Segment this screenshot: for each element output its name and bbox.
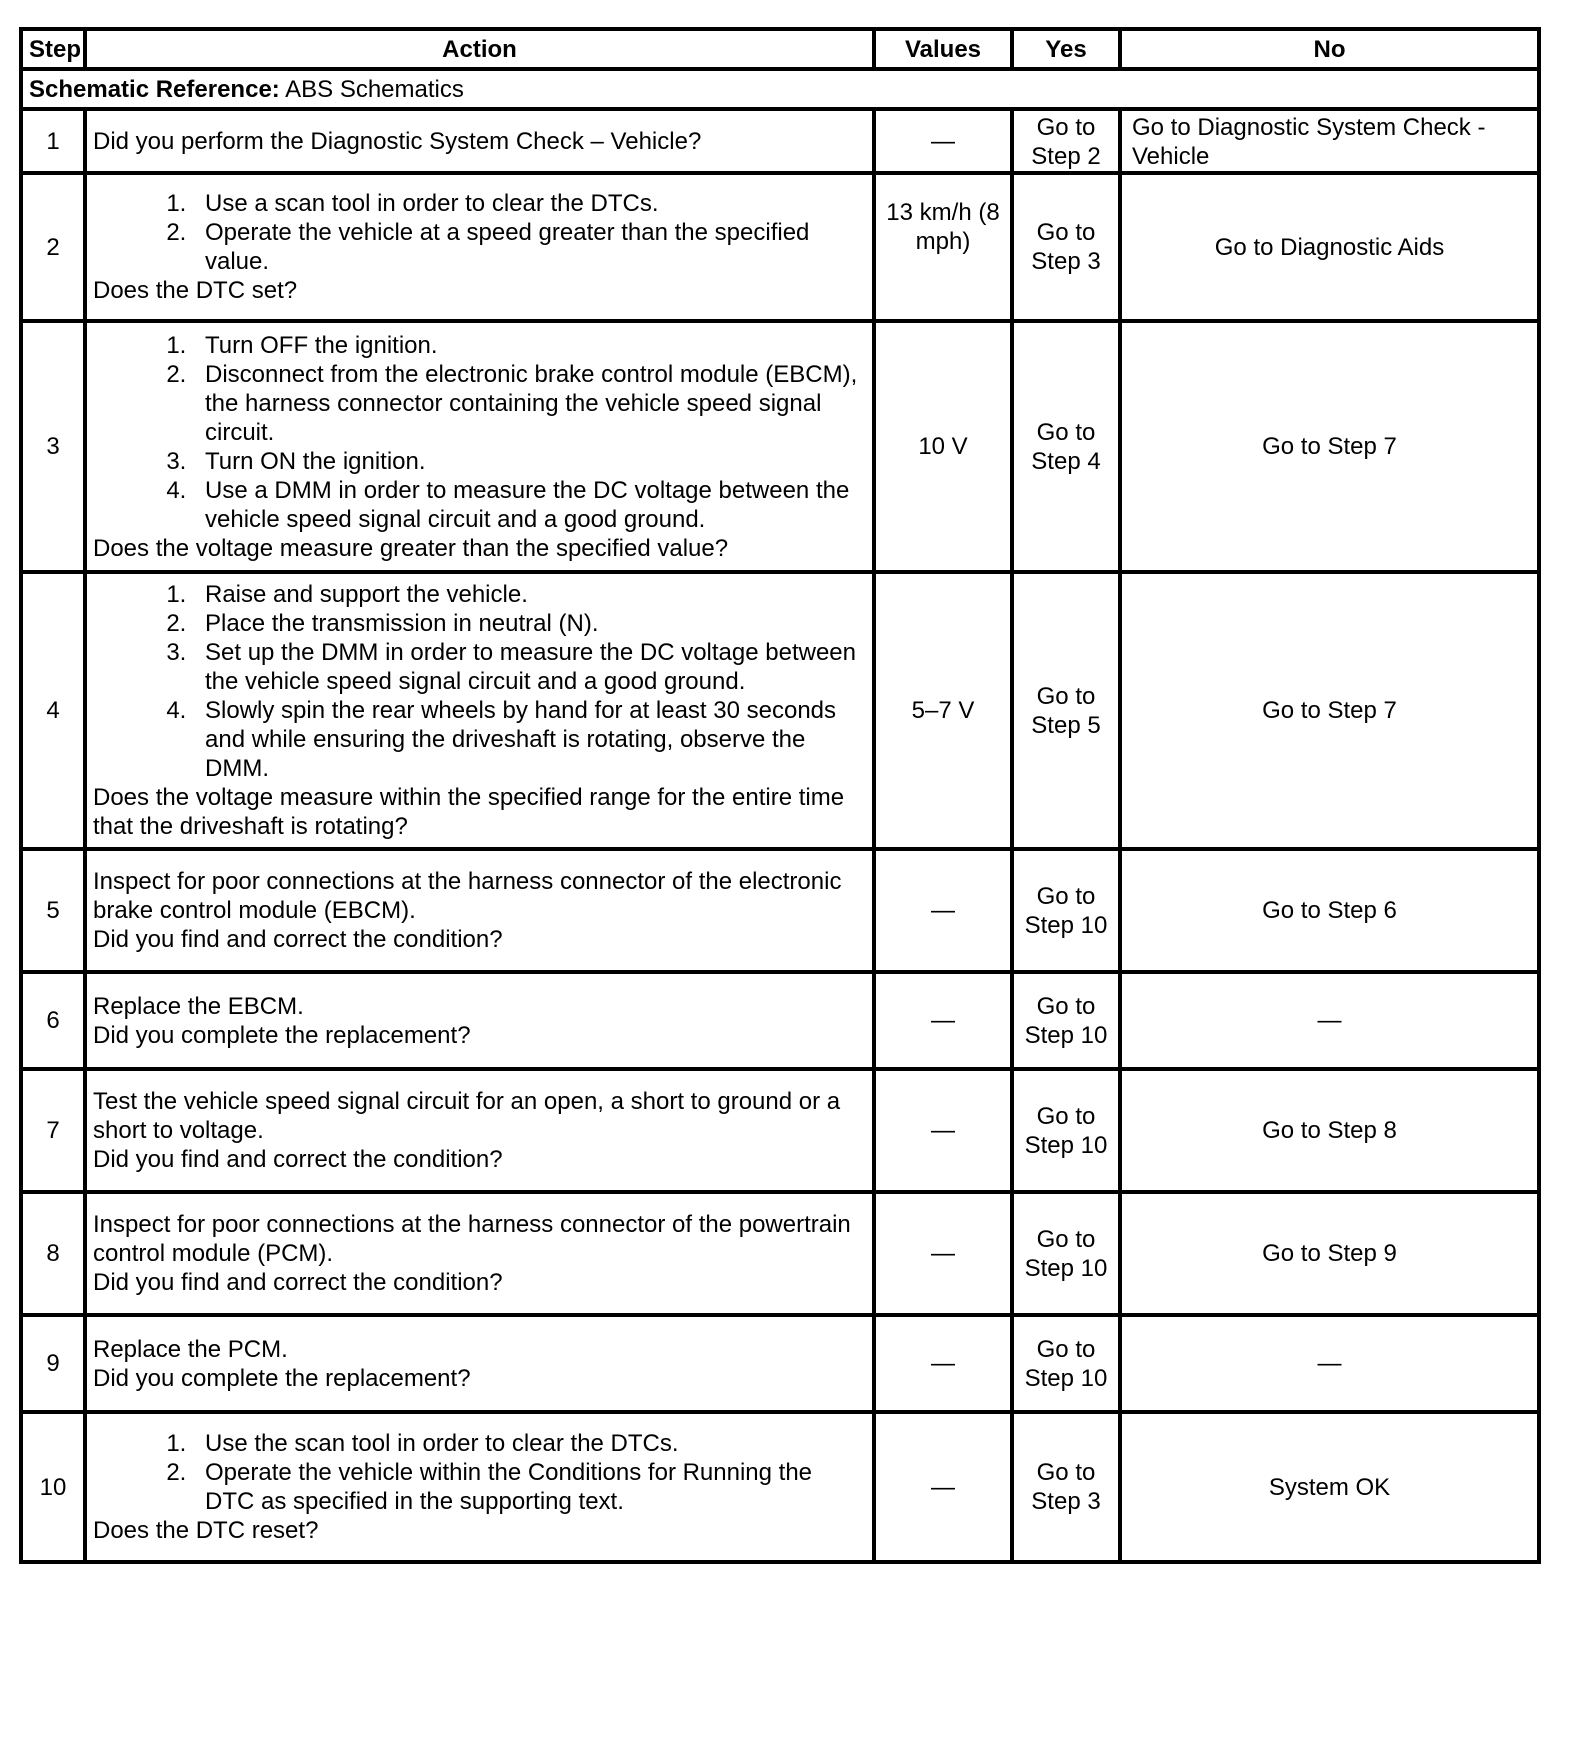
action-cell [85,1315,874,1412]
header-yes: Yes [1012,29,1120,69]
table-row [21,572,1539,849]
list-item: 1. Raise and support the vehicle. [193,580,866,609]
yes-cell: Go to Step 3 [1012,173,1120,321]
list-item: 2. Place the transmission in neutral (N). [193,609,866,638]
yes-cell: Go to Step 3 [1012,1412,1120,1562]
no-cell: Go to Step 7 [1120,321,1539,572]
action-list [93,189,866,276]
list-item: 3. Turn ON the ignition. [193,447,866,476]
header-row [21,29,1539,69]
step-number: 10 [21,1412,85,1562]
header-step: Step [21,29,85,69]
list-item: 2. Operate the vehicle at a speed greater than the specified value. [193,218,866,276]
value-cell: 5–7 V [874,572,1012,849]
step-number: 3 [21,321,85,572]
value-cell: — [874,1192,1012,1315]
table-row [21,321,1539,572]
no-cell: — [1120,972,1539,1069]
action-list [93,1429,866,1516]
table-row [21,109,1539,173]
action-cell [85,972,874,1069]
schematic-reference [21,69,1539,109]
no-cell: Go to Step 8 [1120,1069,1539,1192]
action-cell [85,1192,874,1315]
table-row [21,972,1539,1069]
table-row [21,1192,1539,1315]
action-text: Replace the EBCM. [93,992,304,1020]
action-question: Does the voltage measure within the specified range for the entire time that the driveshaft is rotating? [93,784,845,840]
action-text: Inspect for poor connections at the harness connector of the electronic brake control module (EBCM). [93,868,842,924]
action-text: Inspect for poor connections at the harness connector of the powertrain control module (PCM). [93,1211,851,1267]
no-cell: Go to Step 9 [1120,1192,1539,1315]
list-item: 2. Disconnect from the electronic brake control module (EBCM), the harness connector containing the vehicle speed signal circuit. [193,360,866,447]
action-question: Does the DTC set? [93,277,298,304]
value-cell: — [874,1412,1012,1562]
action-text: Did you perform the Diagnostic System Check – Vehicle? [93,127,702,155]
no-cell: Go to Step 6 [1120,849,1539,972]
value-cell: — [874,849,1012,972]
step-number: 4 [21,572,85,849]
header-no: No [1120,29,1539,69]
action-question: Did you complete the replacement? [93,1364,471,1392]
header-values: Values [874,29,1012,69]
action-cell [85,849,874,972]
no-cell: — [1120,1315,1539,1412]
schematic-reference-row [21,69,1539,109]
yes-cell: Go to Step 10 [1012,1192,1120,1315]
table-row [21,1315,1539,1412]
action-cell [85,321,874,572]
step-number: 8 [21,1192,85,1315]
action-cell [85,173,874,321]
action-question: Did you find and correct the condition? [93,1269,503,1296]
action-question: Did you find and correct the condition? [93,1146,503,1173]
table-row [21,1069,1539,1192]
value-cell: — [874,1315,1012,1412]
list-item: 1. Use the scan tool in order to clear the DTCs. [193,1429,866,1458]
no-cell: System OK [1120,1412,1539,1562]
yes-cell: Go to Step 4 [1012,321,1120,572]
value-cell: — [874,972,1012,1069]
action-cell [85,109,874,173]
diagnostic-table [19,27,1541,1564]
step-number: 6 [21,972,85,1069]
step-number: 9 [21,1315,85,1412]
no-cell: Go to Diagnostic Aids [1120,173,1539,321]
yes-cell: Go to Step 10 [1012,1069,1120,1192]
no-cell: Go to Step 7 [1120,572,1539,849]
action-list [93,580,866,783]
step-number: 1 [21,109,85,173]
action-cell [85,1069,874,1192]
value-cell: — [874,1069,1012,1192]
yes-cell: Go to Step 10 [1012,849,1120,972]
header-action: Action [85,29,874,69]
list-item: 4. Slowly spin the rear wheels by hand for at least 30 seconds and while ensuring the driveshaft is rotating, observe the DMM. [193,696,866,783]
yes-cell: Go to Step 2 [1012,109,1120,173]
action-list [93,331,866,534]
schematic-reference-value: ABS Schematics [285,75,464,103]
step-number: 2 [21,173,85,321]
list-item: 3. Set up the DMM in order to measure the DC voltage between the vehicle speed signal circuit and a good ground. [193,638,866,696]
list-item: 1. Turn OFF the ignition. [193,331,866,360]
value-cell: — [874,109,1012,173]
step-number: 7 [21,1069,85,1192]
yes-cell: Go to Step 5 [1012,572,1120,849]
table-row [21,1412,1539,1562]
action-text: Test the vehicle speed signal circuit for an open, a short to ground or a short to voltage. [93,1088,841,1144]
action-question: Does the DTC reset? [93,1517,319,1544]
table-row [21,173,1539,321]
list-item: 2. Operate the vehicle within the Conditions for Running the DTC as specified in the supporting text. [193,1458,866,1516]
action-question: Did you find and correct the condition? [93,926,503,953]
step-number: 5 [21,849,85,972]
list-item: 4. Use a DMM in order to measure the DC voltage between the vehicle speed signal circuit and a good ground. [193,476,866,534]
list-item: 1. Use a scan tool in order to clear the DTCs. [193,189,866,218]
value-cell: 10 V [874,321,1012,572]
yes-cell: Go to Step 10 [1012,1315,1120,1412]
value-cell: 13 km/h (8 mph) [874,173,1012,321]
no-cell: Go to Diagnostic System Check - Vehicle [1120,109,1539,173]
table-row [21,849,1539,972]
yes-cell: Go to Step 10 [1012,972,1120,1069]
action-text: Replace the PCM. [93,1335,288,1363]
action-cell [85,572,874,849]
action-question: Does the voltage measure greater than the specified value? [93,534,729,562]
action-question: Did you complete the replacement? [93,1021,471,1049]
schematic-reference-label: Schematic Reference: [29,75,280,103]
action-cell [85,1412,874,1562]
